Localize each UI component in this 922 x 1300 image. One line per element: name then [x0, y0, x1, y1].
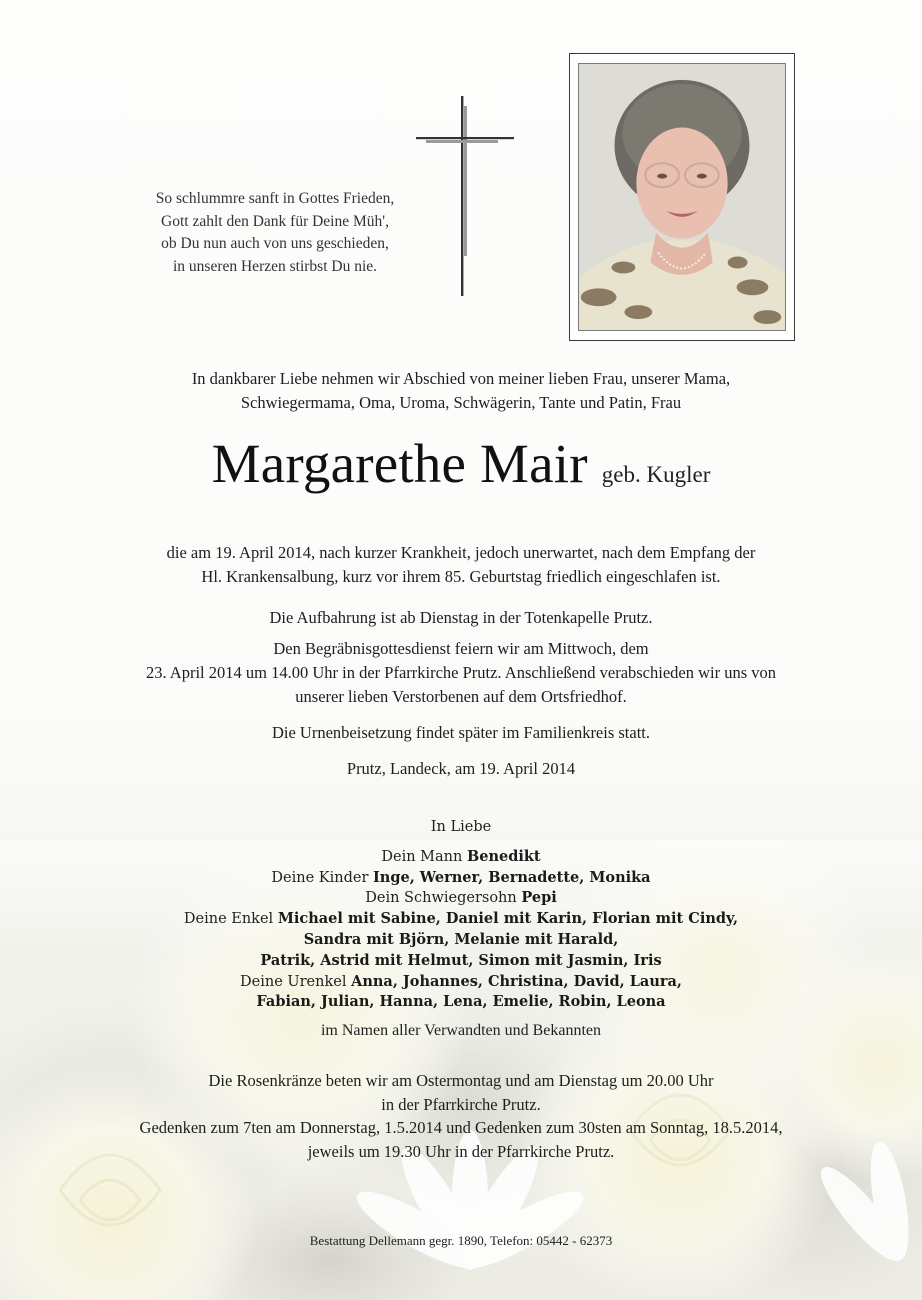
relation-names: Pepi — [521, 889, 557, 907]
family-grandchildren-cont — [40, 930, 882, 951]
poem-line: ob Du nun auch von uns geschieden, — [161, 235, 389, 252]
relation-names: Anna, Johannes, Christina, David, Laura, — [351, 972, 682, 990]
text-line: Hl. Krankensalbung, kurz vor ihrem 85. Geburtstag friedlich eingeschlafen ist. — [201, 567, 721, 586]
relation-names: Fabian, Julian, Hanna, Lena, Emelie, Robin, Leona — [256, 993, 666, 1011]
urn-notice: Die Urnenbeisetzung findet später im Familienkreis statt. — [271, 723, 651, 742]
deceased-name-row — [0, 432, 922, 495]
relation-names: Sandra mit Björn, Melanie mit Harald, — [303, 930, 619, 948]
family-closing: im Namen aller Verwandten und Bekannten — [320, 1022, 602, 1040]
text-line: Die Rosenkränze beten wir am Ostermontag und am Dienstag um 20.00 Uhr — [208, 1071, 714, 1090]
family-list — [40, 817, 882, 1042]
relation-label: Deine Kinder — [271, 869, 369, 886]
relation-label: Dein Schwiegersohn — [365, 890, 517, 907]
maiden-name: geb. Kugler — [601, 462, 711, 487]
relation-label: Deine Urenkel — [240, 973, 347, 990]
poem-line: Gott zahlt den Dank für Deine Müh', — [161, 212, 389, 230]
death-notice — [40, 541, 882, 589]
text-line: 23. April 2014 um 14.00 Uhr in der Pfarrkirche Prutz. Anschließend verabschieden wir uns von — [145, 663, 777, 682]
intro-text — [60, 367, 862, 415]
text-line: Gedenken zum 7ten am Donnerstag, 1.5.2014 und Gedenken zum 30sten am Sonntag, 18.5.2014, — [139, 1118, 783, 1137]
relation-label: Deine Enkel — [183, 911, 274, 928]
relation-names: Inge, Werner, Bernadette, Monika — [373, 868, 651, 886]
intro-line: Schwiegermama, Oma, Uroma, Schwägerin, Tante und Patin, Frau — [240, 393, 682, 412]
poem — [110, 188, 440, 278]
family-son-in-law — [40, 888, 882, 909]
place-date: Prutz, Landeck, am 19. April 2014 — [346, 759, 576, 778]
cross-icon — [414, 92, 516, 298]
viewing-notice: Die Aufbahrung ist ab Dienstag in der Totenkapelle Prutz. — [269, 608, 653, 627]
portrait-photo — [578, 63, 786, 331]
family-children — [40, 868, 882, 889]
funeral-home-footer: Bestattung Dellemann gegr. 1890, Telefon: 05442 - 62373 — [309, 1233, 613, 1248]
family-heading: In Liebe — [430, 819, 492, 835]
relation-names: Michael mit Sabine, Daniel mit Karin, Florian mit Cindy, — [277, 910, 739, 928]
text-line: jeweils um 19.30 Uhr in der Pfarrkirche Prutz. — [307, 1141, 615, 1161]
relation-names: Benedikt — [466, 847, 541, 865]
relation-label: Dein Mann — [381, 848, 463, 865]
text-line: Den Begräbnisgottesdienst feiern wir am Mittwoch, dem — [273, 639, 649, 658]
portrait-photo-frame — [569, 53, 795, 341]
text-line: die am 19. April 2014, nach kurzer Krankheit, jedoch unerwartet, nach dem Empfang der — [166, 543, 756, 562]
family-great-grandchildren — [40, 972, 882, 993]
text-line: in der Pfarrkirche Prutz. — [381, 1094, 541, 1114]
family-husband — [40, 847, 882, 868]
poem-line: So schlummre sanft in Gottes Frieden, — [155, 190, 395, 207]
family-grandchildren — [40, 909, 882, 930]
relation-names: Patrik, Astrid mit Helmut, Simon mit Jasmin, Iris — [260, 951, 662, 969]
deceased-name: Margarethe Mair — [211, 433, 588, 494]
family-grandchildren-cont — [40, 951, 882, 972]
text-line: unserer lieben Verstorbenen auf dem Ortsfriedhof. — [295, 687, 627, 706]
funeral-notice — [40, 637, 882, 709]
rosary-notice — [40, 1069, 882, 1163]
poem-line: in unseren Herzen stirbst Du nie. — [172, 257, 378, 275]
intro-line: In dankbarer Liebe nehmen wir Abschied von meiner lieben Frau, unserer Mama, — [191, 369, 731, 388]
family-great-grandchildren-cont — [40, 992, 882, 1013]
